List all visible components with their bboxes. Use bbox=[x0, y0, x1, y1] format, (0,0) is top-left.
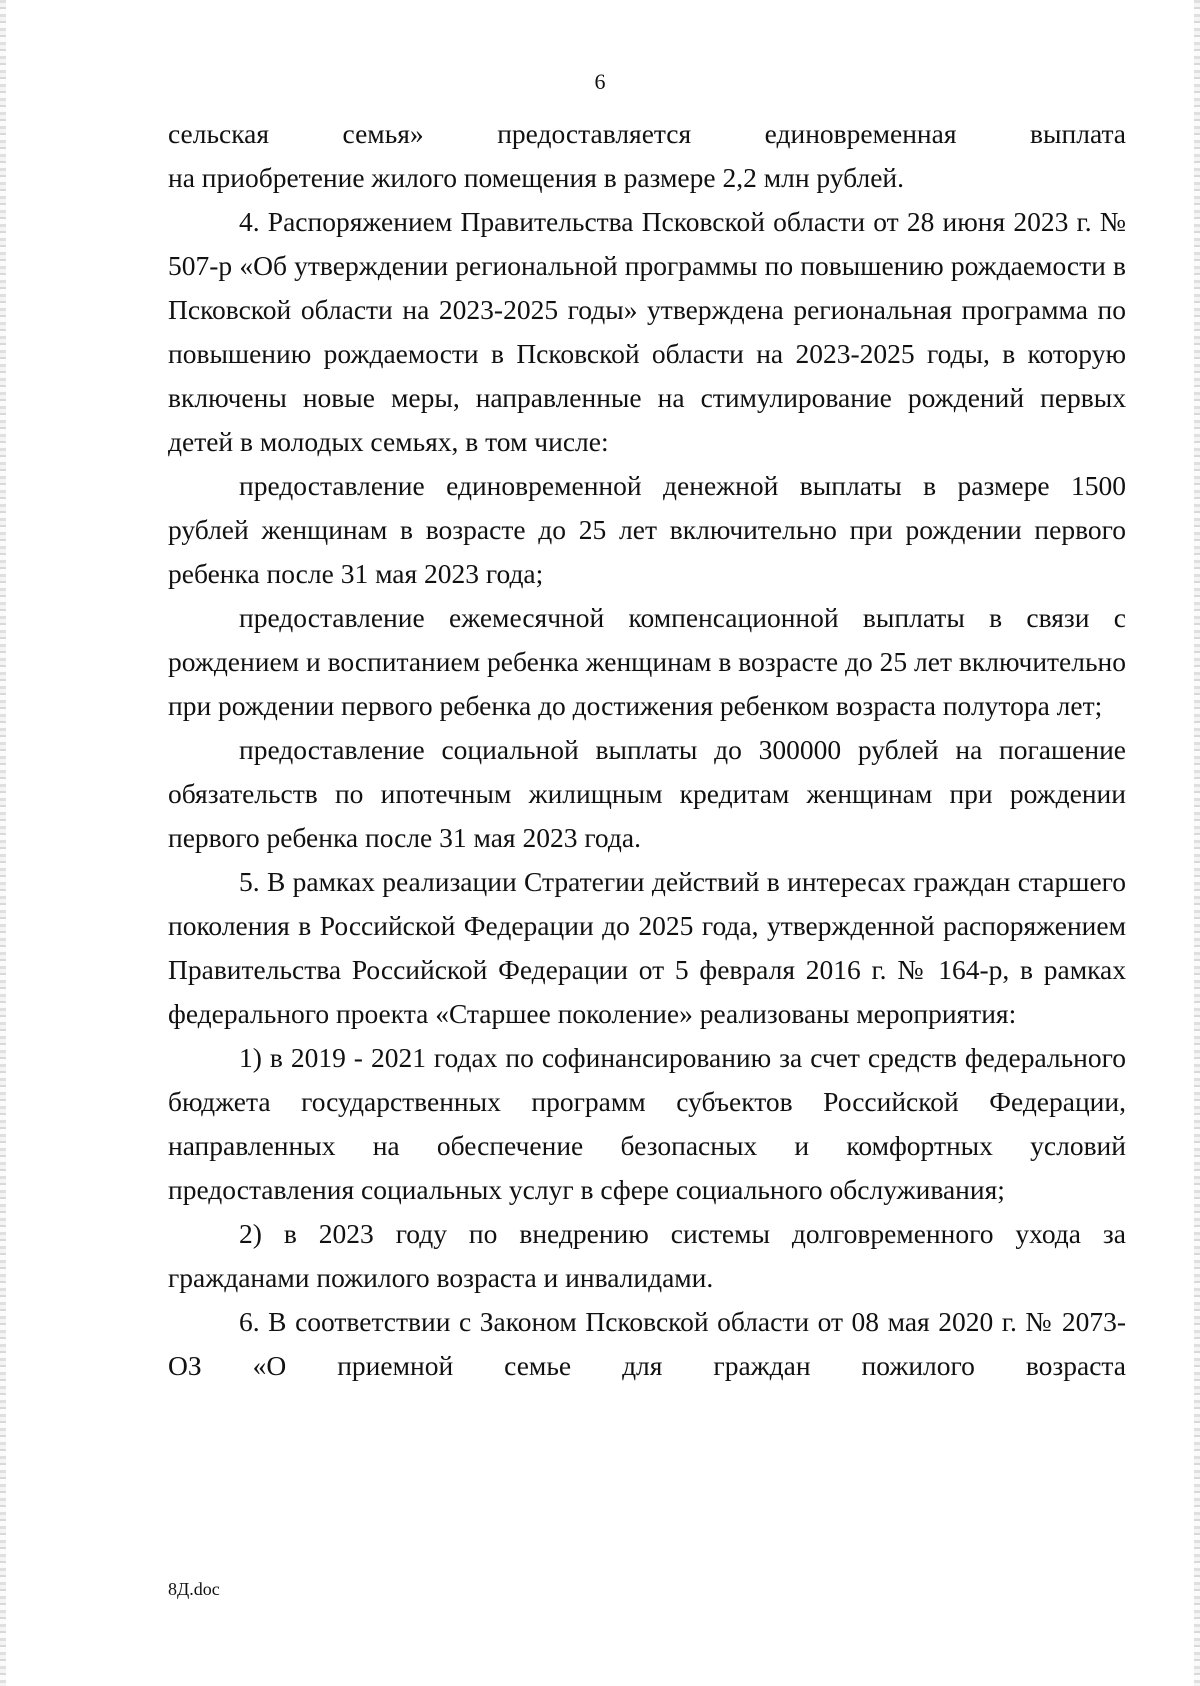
footer-filename: 8Д.doc bbox=[168, 1579, 220, 1599]
paragraph-continuation-line-2: на приобретение жилого помещения в размере 2,2 млн рублей. bbox=[168, 162, 905, 193]
paragraph-monthly-payment: предоставление ежемесячной компенсационной выплаты в связи с рождением и воспитанием ребенка женщинам в возрасте до 25 лет включительно при рождении первого ребенка до достижения ребенком возраста полутора лет; bbox=[168, 602, 1126, 721]
paragraph-continuation-line-1: сельская семья» предоставляется единовременная выплата bbox=[168, 118, 1126, 149]
scan-edge-left bbox=[0, 0, 6, 1686]
paragraph-subitem-2: 2) в 2023 году по внедрению системы долговременного ухода за гражданами пожилого возраста и инвалидами. bbox=[168, 1218, 1126, 1293]
paragraph-mortgage-payment: предоставление социальной выплаты до 300000 рублей на погашение обязательств по ипотечным жилищным кредитам женщинам при рождении первого ребенка после 31 мая 2023 года. bbox=[168, 734, 1126, 853]
paragraph-lump-sum-payment: предоставление единовременной денежной выплаты в размере 1500 рублей женщинам в возрасте до 25 лет включительно при рождении первого ребенка после 31 мая 2023 года; bbox=[168, 470, 1126, 589]
paragraph-item-4: 4. Распоряжением Правительства Псковской области от 28 июня 2023 г. № 507-р «Об утверждении региональной программы по повышению рождаемости в Псковской области на 2023-2025 годы» утверждена региональная программа по повышению рождаемости в Псковской области на 2023-2025 годы, в которую включены новые меры, направленные на стимулирование рождений первых детей в молодых семьях, в том числе: bbox=[168, 206, 1126, 457]
document-body bbox=[168, 112, 1126, 1388]
paragraph-item-6: 6. В соответствии с Законом Псковской области от 08 мая 2020 г. № 2073-ОЗ «О приемной семье для граждан пожилого возраста bbox=[168, 1306, 1126, 1381]
paragraph-item-5: 5. В рамках реализации Стратегии действий в интересах граждан старшего поколения в Российской Федерации до 2025 года, утвержденной распоряжением Правительства Российской Федерации от 5 февраля 2016 г. № 164-р, в рамках федерального проекта «Старшее поколение» реализованы мероприятия: bbox=[168, 866, 1126, 1029]
page-number: 6 bbox=[594, 69, 606, 94]
scan-edge-right bbox=[1194, 0, 1200, 1686]
paragraph-subitem-1: 1) в 2019 - 2021 годах по софинансированию за счет средств федерального бюджета государственных программ субъектов Российской Федерации, направленных на обеспечение безопасных и комфортных условий предоставления социальных услуг в сфере социального обслуживания; bbox=[168, 1042, 1126, 1205]
